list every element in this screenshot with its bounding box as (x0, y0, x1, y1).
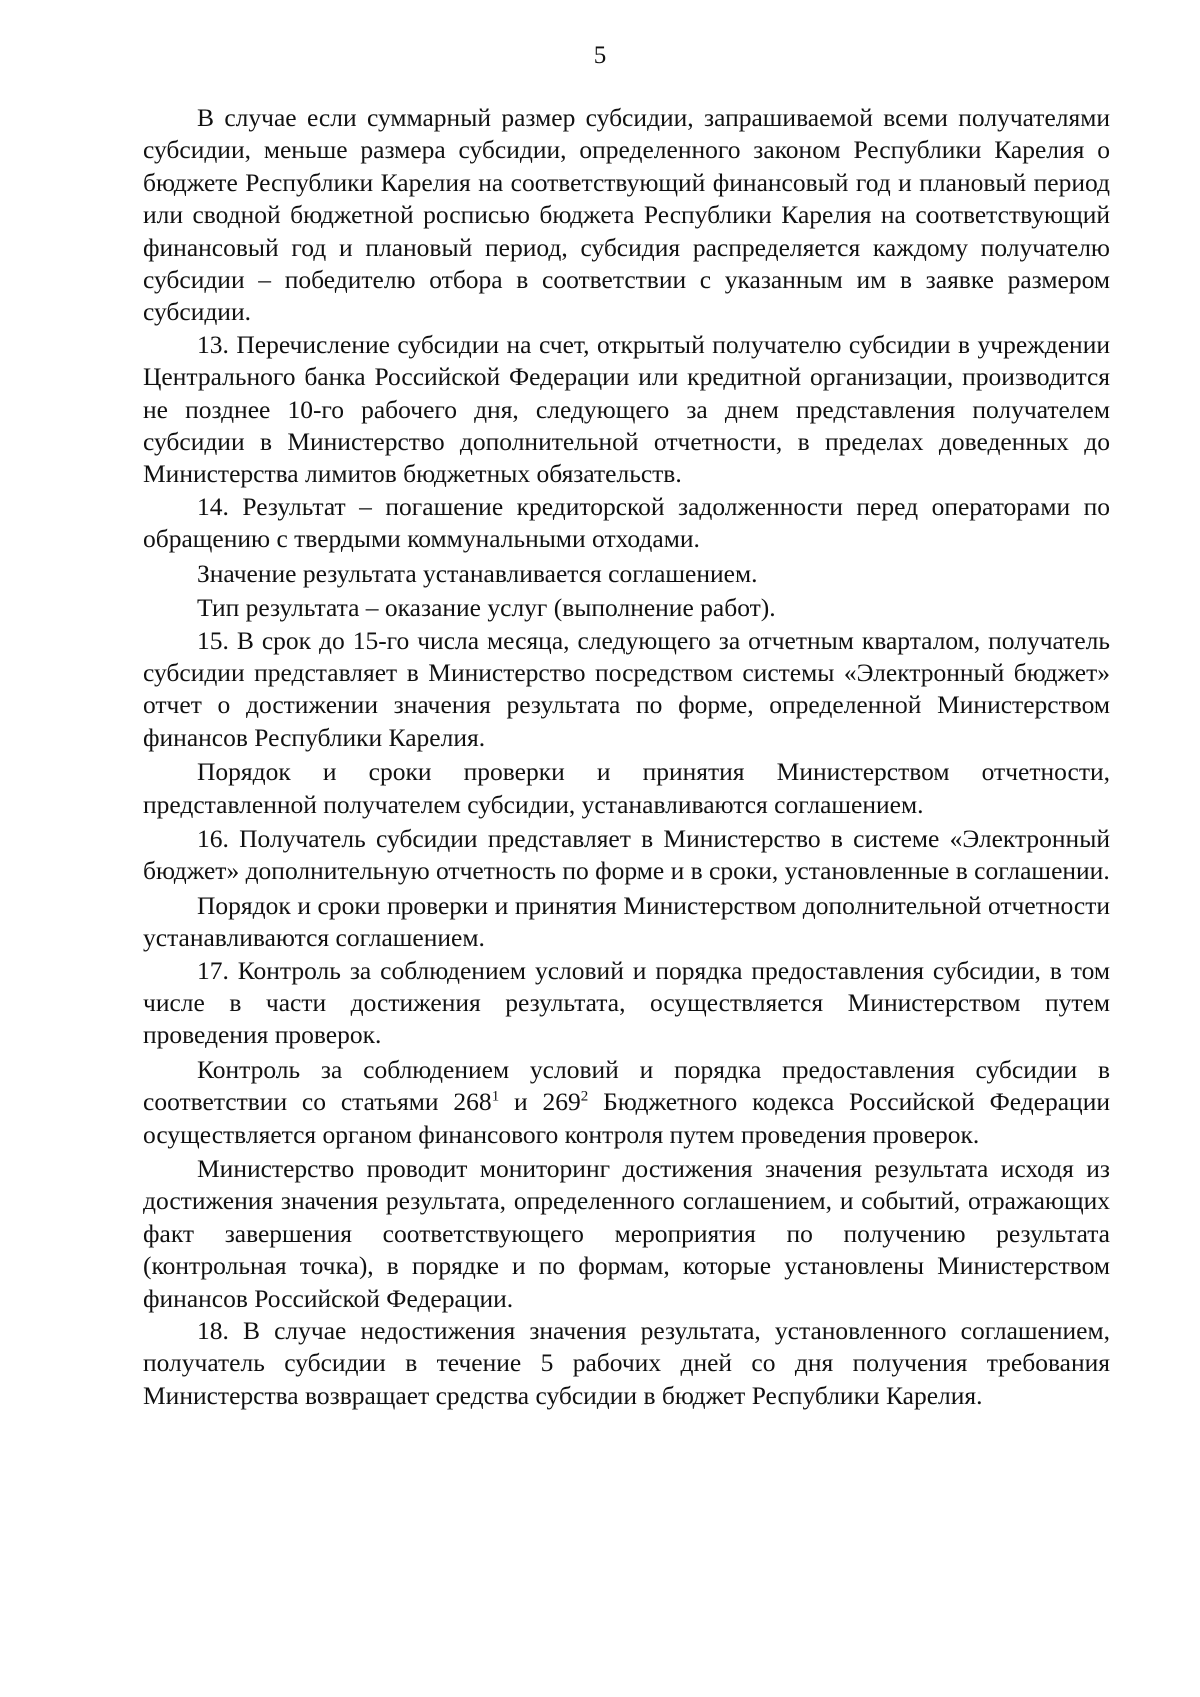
paragraph: 13. Перечисление субсидии на счет, открытый получателю субсидии в учреждении Центрального банка Российской Федерации или кредитной организации, производится не позднее 10-го рабочего дня, следующего за днем представления получателем субсидии в Министерство дополнительной отчетности, в пределах доведенных до Министерства лимитов бюджетных обязательств. (143, 329, 1110, 489)
paragraph: В случае если суммарный размер субсидии, запрашиваемой всеми получателями субсидии, меньше размера субсидии, определенного законом Республики Карелия о бюджете Республики Карелия на соответствующий финансовый год и плановый период или сводной бюджетной росписью бюджета Республики Карелия на соответствующий финансовый год и плановый период, субсидия распределяется каждому получателю субсидии – победителю отбора в соответствии с указанным им в заявке размером субсидии. (143, 103, 1110, 327)
paragraph: Порядок и сроки проверки и принятия Министерством дополнительной отчетности устанавливаются соглашением. (143, 890, 1110, 953)
paragraph: Порядок и сроки проверки и принятия Министерством отчетности, представленной получателем субсидии, устанавливаются соглашением. (143, 757, 1110, 819)
paragraph: Тип результата – оказание услуг (выполнение работ). (197, 593, 776, 623)
paragraph: 14. Результат – погашение кредиторской задолженности перед операторами по обращению с твердыми коммунальными отходами. (143, 491, 1110, 554)
paragraph-text: Контроль за соблюдением условий и порядка предоставления субсидии в соответствии со статьями 268 (143, 1054, 1110, 1117)
paragraph-text: Бюджетного кодекса Российской Федерации осуществляется органом финансового контроля путем проведения проверок. (143, 1087, 1110, 1149)
paragraph: Значение результата устанавливается соглашением. (197, 558, 758, 588)
paragraph-control (143, 1054, 1110, 1151)
document-body (143, 102, 1110, 1412)
superscript: 2 (580, 1088, 589, 1105)
paragraph: 15. В срок до 15-го числа месяца, следующего за отчетным кварталом, получатель субсидии представляет в Министерство посредством системы «Электронный бюджет» отчет о достижении значения результата по форме, определенной Министерством финансов Республики Карелия. (143, 625, 1110, 752)
paragraph: 16. Получатель субсидии представляет в Министерство в системе «Электронный бюджет» дополнительную отчетность по форме и в сроки, установленные в соглашении. (143, 823, 1110, 886)
paragraph: Министерство проводит мониторинг достижения значения результата исходя из достижения значения результата, определенного соглашением, и событий, отражающих факт завершения соответствующего мероприятия по получению результата (контрольная точка), в порядке и по формам, которые установлены Министерством финансов Российской Федерации. (143, 1154, 1110, 1313)
paragraph: 18. В случае недостижения значения результата, установленного соглашением, получатель субсидии в течение 5 рабочих дней со дня получения требования Министерства возвращает средства субсидии в бюджет Республики Карелия. (143, 1316, 1110, 1410)
superscript: 1 (491, 1088, 500, 1105)
page-number: 5 (593, 42, 607, 69)
paragraph-text: и 269 (499, 1087, 581, 1117)
paragraph: 17. Контроль за соблюдением условий и порядка предоставления субсидии, в том числе в части достижения результата, осуществляется Министерством путем проведения проверок. (143, 955, 1110, 1050)
